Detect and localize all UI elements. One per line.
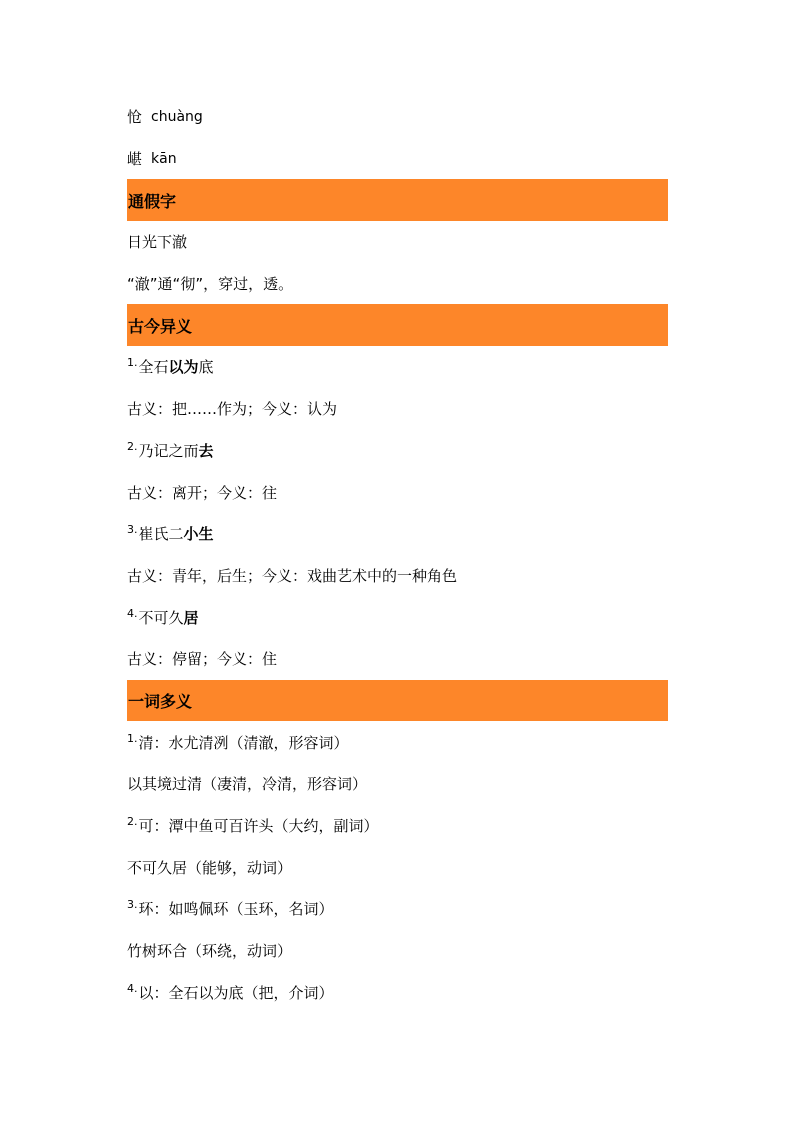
yiciduoyi-line bbox=[127, 805, 668, 847]
item-number: 2. bbox=[127, 815, 138, 829]
gujin-item bbox=[127, 346, 668, 388]
item-number: 4. bbox=[127, 606, 138, 620]
section-heading-gujin: 古今异义 bbox=[127, 304, 668, 346]
pronunciation-char: 嵁 bbox=[127, 150, 143, 169]
gujin-meaning: 古义：把……作为；今义：认为 bbox=[127, 400, 338, 419]
pronunciation-row bbox=[127, 138, 668, 180]
item-keyword: 小生 bbox=[183, 525, 214, 544]
item-number: 4. bbox=[127, 981, 138, 995]
gujin-item bbox=[127, 513, 668, 555]
yiciduoyi-line: 不可久居（能够，动词） bbox=[127, 858, 293, 877]
tongjiazi-explanation: “澈”通“彻”，穿过，透。 bbox=[127, 275, 294, 294]
item-text: 环：如鸣佩环（玉环，名词） bbox=[138, 900, 334, 919]
pronunciation-pinyin: chuàng bbox=[151, 108, 203, 125]
item-text: 全石 bbox=[138, 358, 169, 377]
item-text: 不可久 bbox=[138, 608, 184, 627]
item-text: 可：潭中鱼可百许头（大约，副词） bbox=[138, 817, 379, 836]
yiciduoyi-line bbox=[127, 971, 668, 1013]
item-text: 底 bbox=[198, 358, 214, 377]
item-number: 3. bbox=[127, 523, 138, 537]
item-text: 崔氏二 bbox=[138, 525, 184, 544]
pronunciation-char: 怆 bbox=[127, 108, 143, 127]
yiciduoyi-line: 以其境过清（凄清，冷清，形容词） bbox=[127, 775, 368, 794]
item-number: 1. bbox=[127, 731, 138, 745]
tongjiazi-example: 日光下澈 bbox=[127, 233, 188, 252]
yiciduoyi-line: 竹树环合（环绕，动词） bbox=[127, 942, 293, 961]
item-text: 以：全石以为底（把，介词） bbox=[138, 983, 334, 1002]
gujin-item bbox=[127, 430, 668, 472]
yiciduoyi-line bbox=[127, 888, 668, 930]
content bbox=[127, 96, 668, 1013]
pronunciation-row bbox=[127, 96, 668, 138]
item-number: 2. bbox=[127, 439, 138, 453]
pronunciation-pinyin: kān bbox=[151, 150, 177, 167]
item-number: 1. bbox=[127, 356, 138, 370]
gujin-meaning: 古义：青年，后生；今义：戏曲艺术中的一种角色 bbox=[127, 566, 458, 585]
item-text: 清：水尤清冽（清澈，形容词） bbox=[138, 733, 349, 752]
item-keyword: 居 bbox=[183, 608, 199, 627]
item-keyword: 去 bbox=[198, 441, 214, 460]
item-keyword: 以为 bbox=[168, 358, 199, 377]
section-heading-yiciduoyi: 一词多义 bbox=[127, 680, 668, 722]
yiciduoyi-line bbox=[127, 721, 668, 763]
item-text: 乃记之而 bbox=[138, 441, 199, 460]
gujin-meaning: 古义：离开；今义：往 bbox=[127, 483, 278, 502]
section-heading-tongjiazi: 通假字 bbox=[127, 179, 668, 221]
gujin-item bbox=[127, 596, 668, 638]
item-number: 3. bbox=[127, 898, 138, 912]
gujin-meaning: 古义：停留；今义：住 bbox=[127, 650, 278, 669]
